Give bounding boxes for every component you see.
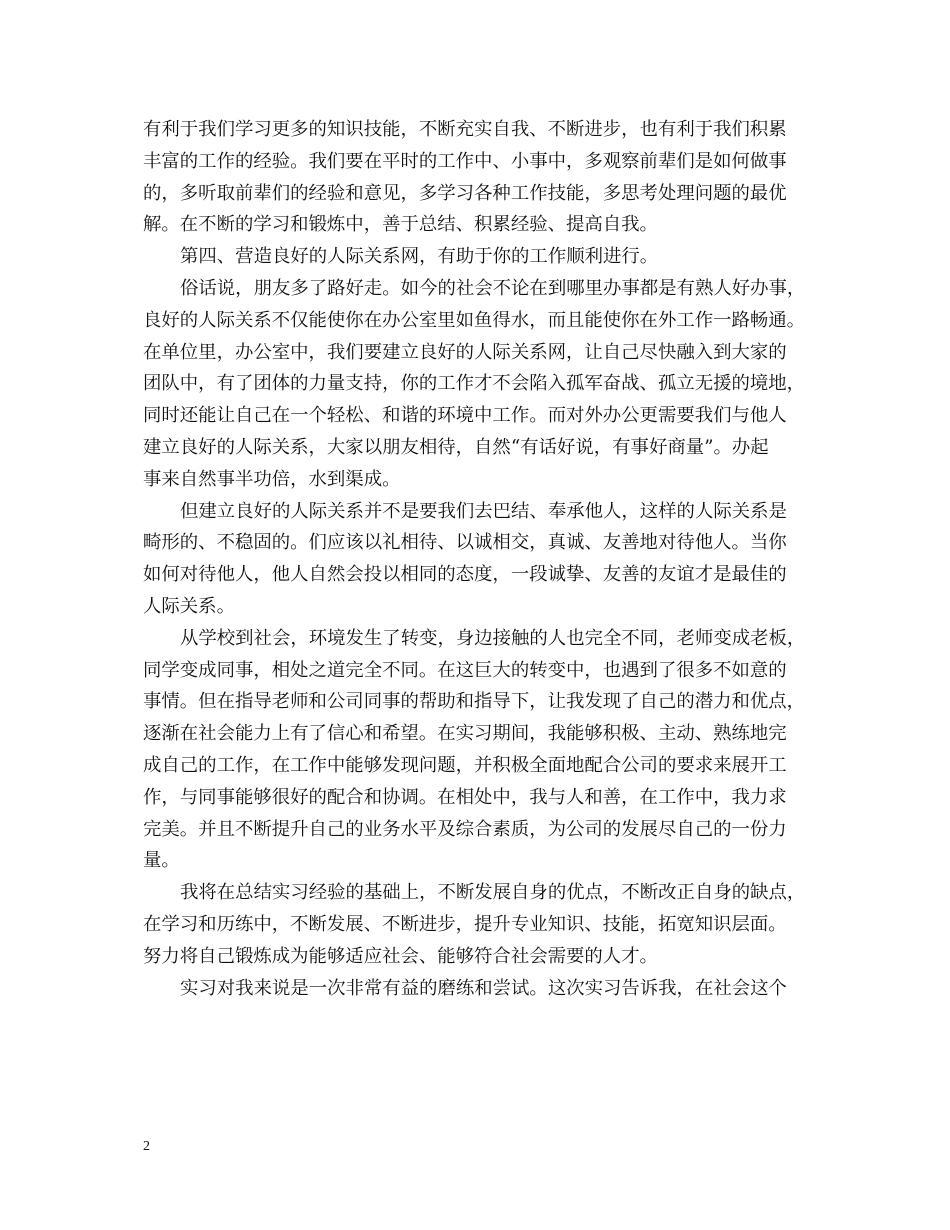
text-line: 作，与同事能够很好的配合和协调。在相处中，我与人和善，在工作中，我力求 — [143, 786, 787, 808]
text-line: 如何对待他人，他人自然会投以相同的态度，一段诚挚、友善的友谊才是最佳的 — [143, 564, 787, 586]
text-line: 丰富的工作的经验。我们要在平时的工作中、小事中，多观察前辈们是如何做事 — [143, 150, 787, 172]
text-line: 同时还能让自己在一个轻松、和谐的环境中工作。而对外办公更需要我们与他人 — [143, 405, 787, 427]
text-line: 完美。并且不断提升自己的业务水平及综合素质，为公司的发展尽自己的一份力 — [143, 818, 787, 840]
text-line: 解。在不断的学习和锻炼中，善于总结、积累经验、提高自我。 — [143, 214, 658, 236]
text-line: 我将在总结实习经验的基础上，不断发展自身的优点，不断改正自身的缺点， — [180, 882, 806, 904]
text-line: 畸形的、不稳固的。们应该以礼相待、以诚相交，真诚、友善地对待他人。当你 — [143, 532, 787, 554]
text-line: 第四、营造良好的人际关系网，有助于你的工作顺利进行。 — [180, 246, 659, 268]
text-line: 在学习和历练中，不断发展、不断进步，提升专业知识、技能，拓宽知识层面。 — [143, 913, 787, 935]
text-line: 良好的人际关系不仅能使你在办公室里如鱼得水，而且能使你在外工作一路畅通。 — [143, 309, 806, 331]
page-number: 2 — [143, 1139, 150, 1154]
text-line: 团队中，有了团体的力量支持，你的工作才不会陷入孤军奋战、孤立无援的境地， — [143, 373, 806, 395]
text-line: 的，多听取前辈们的经验和意见，多学习各种工作技能，多思考处理问题的最优 — [143, 182, 787, 204]
text-line: 建立良好的人际关系，大家以朋友相待，自然“有话好说，有事好商量”。办起 — [143, 436, 769, 458]
text-line: 在单位里，办公室中，我们要建立良好的人际关系网，让自己尽快融入到大家的 — [143, 341, 787, 363]
text-line: 实习对我来说是一次非常有益的磨练和尝试。这次实习告诉我，在社会这个 — [180, 977, 787, 999]
text-line: 逐渐在社会能力上有了信心和希望。在实习期间，我能够积极、主动、熟练地完 — [143, 723, 787, 745]
text-line: 但建立良好的人际关系并不是要我们去巴结、奉承他人，这样的人际关系是 — [180, 500, 787, 522]
body-text — [143, 114, 825, 1004]
text-line: 努力将自己锻炼成为能够适应社会、能够符合社会需要的人才。 — [143, 945, 658, 967]
text-line: 俗话说，朋友多了路好走。如今的社会不论在到哪里办事都是有熟人好办事， — [180, 277, 806, 299]
text-line: 从学校到社会，环境发生了转变，身边接触的人也完全不同，老师变成老板， — [180, 627, 806, 649]
text-line: 有利于我们学习更多的知识技能，不断充实自我、不断进步，也有利于我们积累 — [143, 119, 787, 140]
text-line: 成自己的工作，在工作中能够发现问题，并积极全面地配合公司的要求来展开工 — [143, 754, 787, 776]
text-line: 事情。但在指导老师和公司同事的帮助和指导下，让我发现了自己的潜力和优点， — [143, 691, 806, 713]
text-line: 同学变成同事，相处之道完全不同。在这巨大的转变中，也遇到了很多不如意的 — [143, 659, 787, 681]
text-line: 量。 — [143, 850, 180, 872]
text-line: 人际关系。 — [143, 595, 235, 617]
text-line: 事来自然事半功倍，水到渠成。 — [143, 468, 401, 490]
